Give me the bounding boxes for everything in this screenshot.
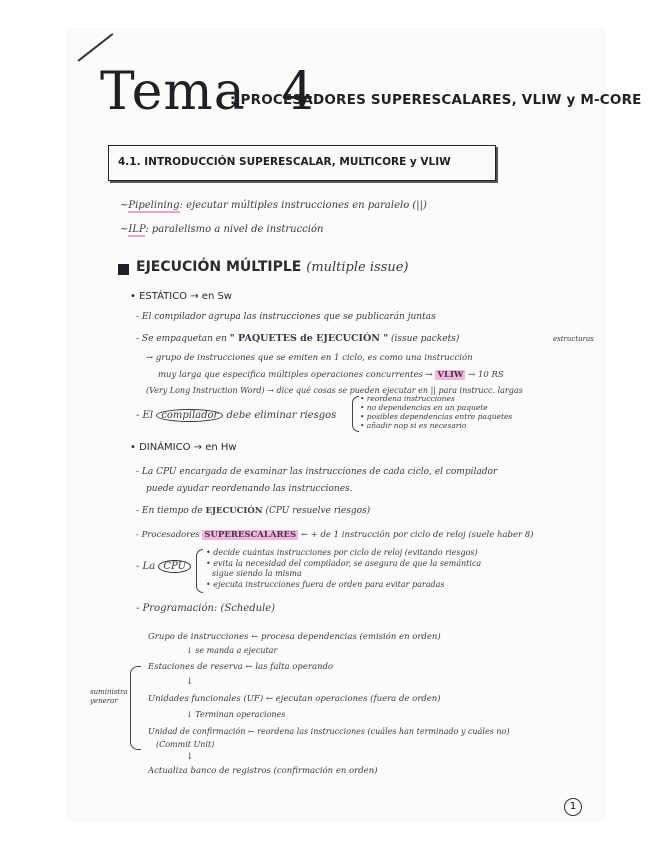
dinamico-line-5: - La CPU <box>136 560 191 573</box>
section-heading: EJECUCIÓN MÚLTIPLE (multiple issue) <box>136 259 409 275</box>
schedule-step: Grupo de instrucciones ← procesa dependencias (emisión en orden) <box>148 632 441 642</box>
estatico-line-2: - Se empaquetan en " PAQUETES de EJECUCIÓN " (issue packets) <box>136 333 460 344</box>
schedule-step-note: (Commit Unit) <box>156 740 215 749</box>
title-tema: Tema 4 <box>100 62 316 122</box>
section-bullet <box>118 264 129 275</box>
schedule-side-label: suministra yenerar <box>90 688 128 705</box>
schedule-arrow: ↓ <box>186 752 194 762</box>
dinamico-line-4: - Procesadores SUPERESCALARES ← + de 1 instrucción por ciclo de reloj (suele haber 8) <box>136 530 534 540</box>
title-subtitle: : PROCESADORES SUPERESCALARES, VLIW y M-CORE <box>230 92 642 108</box>
brace <box>130 666 141 750</box>
estatico-line-6: - El compilador debe eliminar riesgos <box>136 410 337 421</box>
schedule-arrow: ↓ Terminan operaciones <box>186 710 286 719</box>
estatico-line-3: → grupo de instrucciones que se emiten en 1 ciclo, es como una instrucción <box>146 353 473 363</box>
estatico-line-5: (Very Long Instruction Word) → dice qué cosas se pueden ejecutar en || para instrucc. largas <box>146 386 523 395</box>
page-number: 1 <box>564 798 582 816</box>
estatico-line-4: muy larga que especifica múltiples operaciones concurrentes → VLIW → 10 RS <box>158 370 504 380</box>
brace <box>352 396 359 432</box>
schedule-step: Estaciones de reserva ← las falta operando <box>148 662 334 672</box>
schedule-step: Unidades funcionales (UF) ← ejecutan operaciones (fuera de orden) <box>148 694 441 704</box>
ilp-definition: ~ILP: paralelismo a nivel de instrucción <box>120 224 324 235</box>
pipelining-definition: ~Pipelining: ejecutar múltiples instrucciones en paralelo (||) <box>120 200 427 211</box>
compilador-bullets: • reordena instrucciones • no dependencias en un paquete • posibles dependencias entre paquetes • añadir nop si es necesario <box>360 394 513 430</box>
brace <box>196 549 203 593</box>
dinamico-line-1: - La CPU encargada de examinar las instrucciones de cada ciclo, el compilador <box>136 467 498 477</box>
cpu-bullets: • decide cuántas instrucciones por ciclo de reloj (evitando riesgos) • evita la necesidad del compilador, se asegura de que la semántica sigue siendo la misma • ejecuta instrucciones fuera de orden para evitar paradas <box>206 548 482 589</box>
estatico-heading: • ESTÁTICO → en Sw <box>130 291 232 302</box>
dinamico-line-3: - En tiempo de EJECUCIÓN (CPU resuelve riesgos) <box>136 506 371 516</box>
schedule-arrow: ↓ <box>186 677 194 687</box>
schedule-step: Unidad de confirmación ← reordena las instrucciones (cuáles han terminado y cuáles no) <box>148 727 510 736</box>
dinamico-heading: • DINÁMICO → en Hw <box>130 442 237 453</box>
side-note: estructuras <box>553 335 594 343</box>
schedule-arrow: ↓ se manda a ejecutar <box>186 646 278 655</box>
section-box-title: 4.1. INTRODUCCIÓN SUPERESCALAR, MULTICORE y VLIW <box>118 156 451 168</box>
estatico-line-1: - El compilador agrupa las instrucciones que se publicarán juntas <box>136 312 436 322</box>
schedule-step: Actualiza banco de registros (confirmación en orden) <box>148 766 378 776</box>
schedule-heading: - Programación: (Schedule) <box>136 603 276 614</box>
dinamico-line-2: puede ayudar reordenando las instrucciones. <box>146 484 353 494</box>
